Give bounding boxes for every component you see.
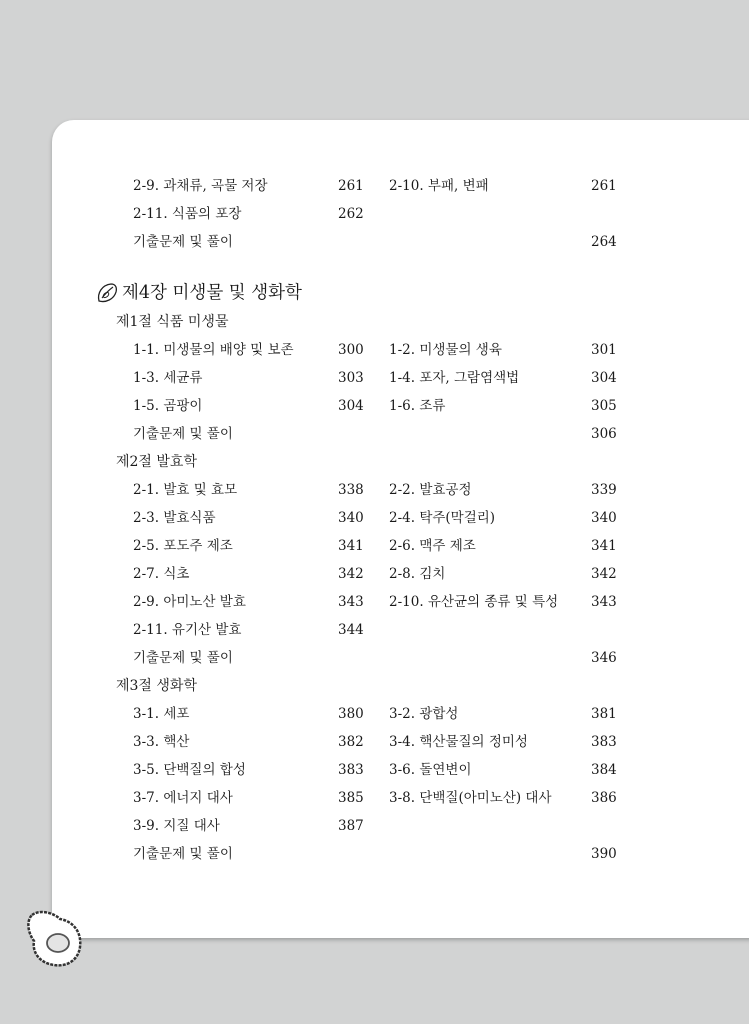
- page-number: 343: [338, 594, 364, 610]
- entry-title: 기출문제 및 풀이: [133, 846, 233, 862]
- entry-title: 2-10. 부패, 변패: [389, 178, 489, 194]
- page-number: 385: [338, 790, 364, 806]
- page-number: 339: [591, 482, 617, 498]
- entry-title: 2-8. 김치: [389, 566, 446, 582]
- page-number: 340: [338, 510, 364, 526]
- page-number: 338: [338, 482, 364, 498]
- egg-icon: [26, 907, 84, 969]
- page-number: 383: [591, 734, 617, 750]
- page-number: 386: [591, 790, 617, 806]
- entry-title: 2-7. 식초: [133, 566, 190, 582]
- chapter-title: 제4장 미생물 및 생화학: [122, 283, 302, 303]
- page-number: 304: [338, 398, 364, 414]
- entry-title: 3-3. 핵산: [133, 734, 190, 750]
- entry-title: 2-1. 발효 및 효모: [133, 482, 238, 498]
- chapter-heading[interactable]: [96, 281, 302, 305]
- entry-title: 3-6. 돌연변이: [389, 762, 472, 778]
- page-number: 300: [338, 342, 364, 358]
- page-number: 306: [591, 426, 617, 442]
- entry-title: 2-9. 과채류, 곡물 저장: [133, 178, 268, 194]
- page-number: 340: [591, 510, 617, 526]
- page-number: 384: [591, 762, 617, 778]
- entry-title: 2-5. 포도주 제조: [133, 538, 233, 554]
- entry-title: 2-9. 아미노산 발효: [133, 594, 246, 610]
- page-number: 341: [338, 538, 364, 554]
- page-number: 380: [338, 706, 364, 722]
- page-number: 344: [338, 622, 364, 638]
- entry-title: 3-7. 에너지 대사: [133, 790, 233, 806]
- entry-title: 2-3. 발효식품: [133, 510, 216, 526]
- entry-title: 2-10. 유산균의 종류 및 특성: [389, 594, 559, 610]
- entry-title: 2-11. 유기산 발효: [133, 622, 242, 638]
- page-number: 305: [591, 398, 617, 414]
- section-heading[interactable]: 제3절 생화학: [116, 678, 197, 694]
- page-number: 262: [338, 206, 364, 222]
- entry-title: 기출문제 및 풀이: [133, 426, 233, 442]
- entry-title: 2-2. 발효공정: [389, 482, 472, 498]
- page-number: 261: [591, 178, 617, 194]
- entry-title: 3-1. 세포: [133, 706, 190, 722]
- entry-title: 1-3. 세균류: [133, 370, 203, 386]
- entry-title: 2-4. 탁주(막걸리): [389, 510, 496, 526]
- page-number: 303: [338, 370, 364, 386]
- entry-title: 3-9. 지질 대사: [133, 818, 220, 834]
- page-number: 304: [591, 370, 617, 386]
- entry-title: 3-8. 단백질(아미노산) 대사: [389, 790, 552, 806]
- page-number: 383: [338, 762, 364, 778]
- page-number: 382: [338, 734, 364, 750]
- section-heading[interactable]: 제1절 식품 미생물: [116, 314, 229, 330]
- entry-title: 1-6. 조류: [389, 398, 446, 414]
- entry-title: 3-4. 핵산물질의 정미성: [389, 734, 528, 750]
- entry-title: 기출문제 및 풀이: [133, 650, 233, 666]
- page-number: 341: [591, 538, 617, 554]
- page-number: 264: [591, 234, 617, 250]
- page-number: 301: [591, 342, 617, 358]
- entry-title: 2-6. 맥주 제조: [389, 538, 476, 554]
- page-number: 387: [338, 818, 364, 834]
- entry-title: 1-5. 곰팡이: [133, 398, 203, 414]
- entry-title: 3-2. 광합성: [389, 706, 459, 722]
- entry-title: 1-4. 포자, 그람염색법: [389, 370, 520, 386]
- entry-title: 1-2. 미생물의 생육: [389, 342, 502, 358]
- entry-title: 3-5. 단백질의 합성: [133, 762, 246, 778]
- page-number: 390: [591, 846, 617, 862]
- page-number: 342: [591, 566, 617, 582]
- section-heading[interactable]: 제2절 발효학: [116, 454, 197, 470]
- page-number: 343: [591, 594, 617, 610]
- seed-icon: [96, 282, 118, 304]
- page-number: 342: [338, 566, 364, 582]
- page-number: 381: [591, 706, 617, 722]
- entry-title: 2-11. 식품의 포장: [133, 206, 242, 222]
- entry-title: 기출문제 및 풀이: [133, 234, 233, 250]
- page-number: 346: [591, 650, 617, 666]
- entry-title: 1-1. 미생물의 배양 및 보존: [133, 342, 294, 358]
- page-number: 261: [338, 178, 364, 194]
